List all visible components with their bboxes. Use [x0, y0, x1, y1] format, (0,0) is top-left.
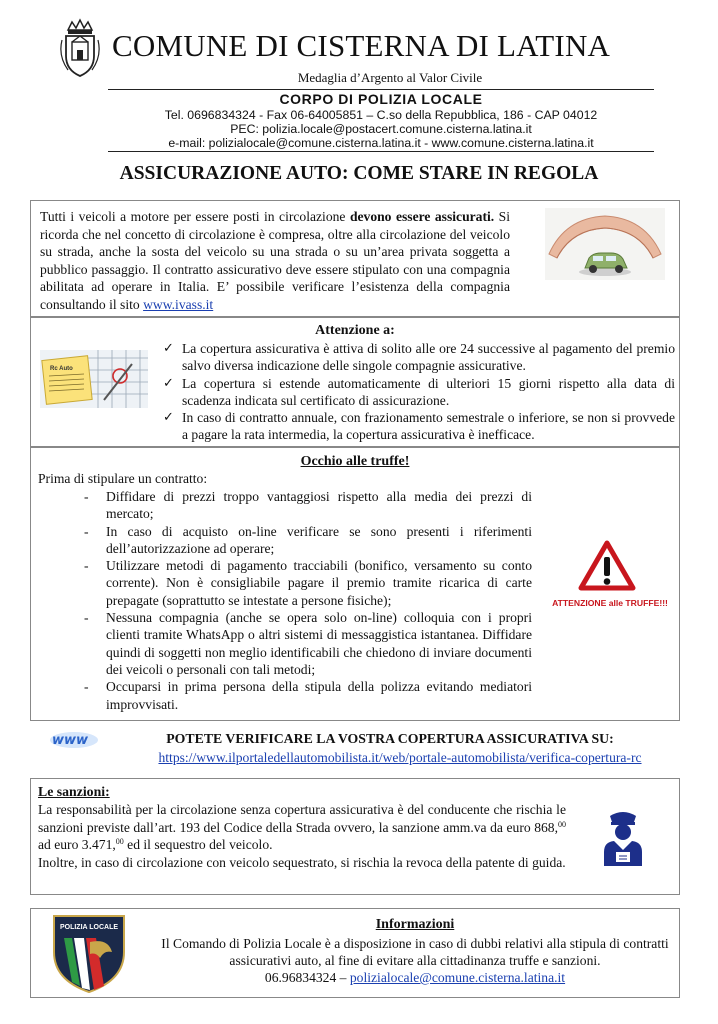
svg-text:www: www — [52, 733, 89, 748]
ivass-link[interactable]: www.ivass.it — [143, 296, 214, 312]
info-email-link[interactable]: polizialocale@comune.cisterna.latina.it — [349, 970, 566, 985]
list-item: - Utilizzare metodi di pagamento tracciabili (bonifico, versamento su conto corrente). Non è consigliabile pagare il premio tramite ricarica di carte prepagate (soprattutto se intestate a persone fisiche); — [84, 558, 532, 608]
check-icon: ✓ — [163, 375, 174, 391]
check-icon: ✓ — [163, 341, 174, 356]
www-globe-icon — [48, 728, 100, 750]
calendar-note: Rc Auto — [50, 366, 73, 372]
warning-label: ATTENZIONE alle TRUFFE!!! — [552, 598, 668, 608]
check-icon: ✓ — [163, 410, 174, 426]
info-text: Il Comando di Polizia Locale è a disposizione in caso di dubbi relativi alla stipula di contratti assicurativi auto, al fine di evitare alla cittadinanza truffe e sanzioni. 06.96834324 – polizialocale@comune.cisterna.latina.it — [161, 936, 669, 985]
medal-subtitle: Medaglia d’Argento al Valor Civile — [297, 70, 483, 85]
scams-title: Occhio alle truffe! — [300, 454, 410, 469]
calendar-icon — [40, 350, 148, 408]
list-item: - Diffidare di prezzi troppo vantaggiosi rispetto alla media dei prezzi di mercato; — [84, 489, 532, 522]
page-title: ASSICURAZIONE AUTO: COME STARE IN REGOLA — [119, 163, 599, 184]
contact-line: Tel. 0696834324 - Fax 06-64005851 – C.so della Repubblica, 186 - CAP 04012 — [164, 108, 598, 122]
warning-triangle-icon — [578, 540, 636, 592]
sanctions-title: Le sanzioni: — [38, 784, 110, 799]
svg-text:POLIZIA LOCALE: POLIZIA LOCALE — [59, 924, 119, 931]
list-item: - Nessuna compagnia (anche se opera solo on-line) colloquia con i propri clienti tramite WhatsApp o altri sistemi di messaggistica istantanea. Diffidare quindi di soggetti non meglio identificabili che chiedono di inviare documenti dei veicoli o personali con tali metodi; — [84, 610, 532, 677]
header-rule-top — [108, 89, 654, 90]
list-item: - In caso di acquisto on-line verificare se sono presenti i riferimenti dell’autorizzazione ad operare; — [84, 523, 532, 556]
scams-list — [80, 488, 532, 713]
verify-title: POTETE VERIFICARE LA VOSTRA COPERTURA ASSICURATIVA SU: — [166, 731, 614, 746]
sanctions-text: La responsabilità per la circolazione senza copertura assicurativa è del conducente che rischia le sanzioni previste dall’art. 193 del Codice della Strada ovvero, la sanzione amm.va da euro 868,00 ad euro 3.471,00 ed il sequestro del veicolo. Inoltre, in caso di circolazione con veicolo sequestrato, si rischia la revoca della patente di guida. — [38, 802, 566, 870]
town-name: COMUNE DI CISTERNA DI LATINA — [112, 28, 611, 63]
scams-intro: Prima di stipulare un contratto: — [38, 471, 208, 486]
police-officer-icon — [600, 808, 646, 866]
info-phone: 06.96834324 – — [264, 970, 350, 985]
list-item: - Occuparsi in prima persona della stipula della polizza evitando mediatori improvvisati. — [84, 679, 532, 712]
corps-name: CORPO DI POLIZIA LOCALE — [279, 91, 483, 107]
pec-line: PEC: polizia.locale@postacert.comune.cisterna.latina.it — [230, 122, 532, 136]
header-rule-bottom — [108, 151, 654, 152]
list-item: ✓ In caso di contratto annuale, con frazionamento semestrale o inferiore, se non si provvede a pagare la rata intermedia, la copertura assicurativa è inefficace. — [163, 410, 675, 443]
police-badge-icon — [50, 912, 128, 994]
list-item: ✓ La copertura assicurativa è attiva di solito alle ore 24 successive al pagamento del premio salvo diversa indicazione delle singole compagnie assicurative. — [163, 341, 675, 374]
email-web-line: e-mail: polizialocale@comune.cisterna.latina.it - www.comune.cisterna.latina.it — [168, 136, 594, 150]
intro-text: Tutti i veicoli a motore per essere posti in circolazione devono essere assicurati. Si ricorda che nel concetto di circolazione è compresa, oltre alla circolazione del veicolo su strada, anche la sosta del veicolo su una strada o su un’area privata soggetta a pubblico passaggio. Il contratto assicurativo deve essere stipulato con una compagnia abilitata ad operare in Italia. E’ possibile verificare l’esistenza della compagnia consultando il sito www.ivass.it — [40, 209, 510, 312]
info-title: Informazioni — [375, 917, 455, 932]
hands-protecting-car-icon — [545, 208, 665, 280]
verify-coverage-link[interactable]: https://www.ilportaledellautomobilista.it/web/portale-automobilista/verifica-copertura-rc — [158, 750, 642, 765]
attention-title: Attenzione a: — [315, 323, 395, 338]
list-item: ✓ La copertura si estende automaticamente di ulteriori 15 giorni rispetto alla data di scadenza indicata sul certificato di assicurazione. — [163, 375, 675, 408]
attention-list — [160, 340, 675, 444]
